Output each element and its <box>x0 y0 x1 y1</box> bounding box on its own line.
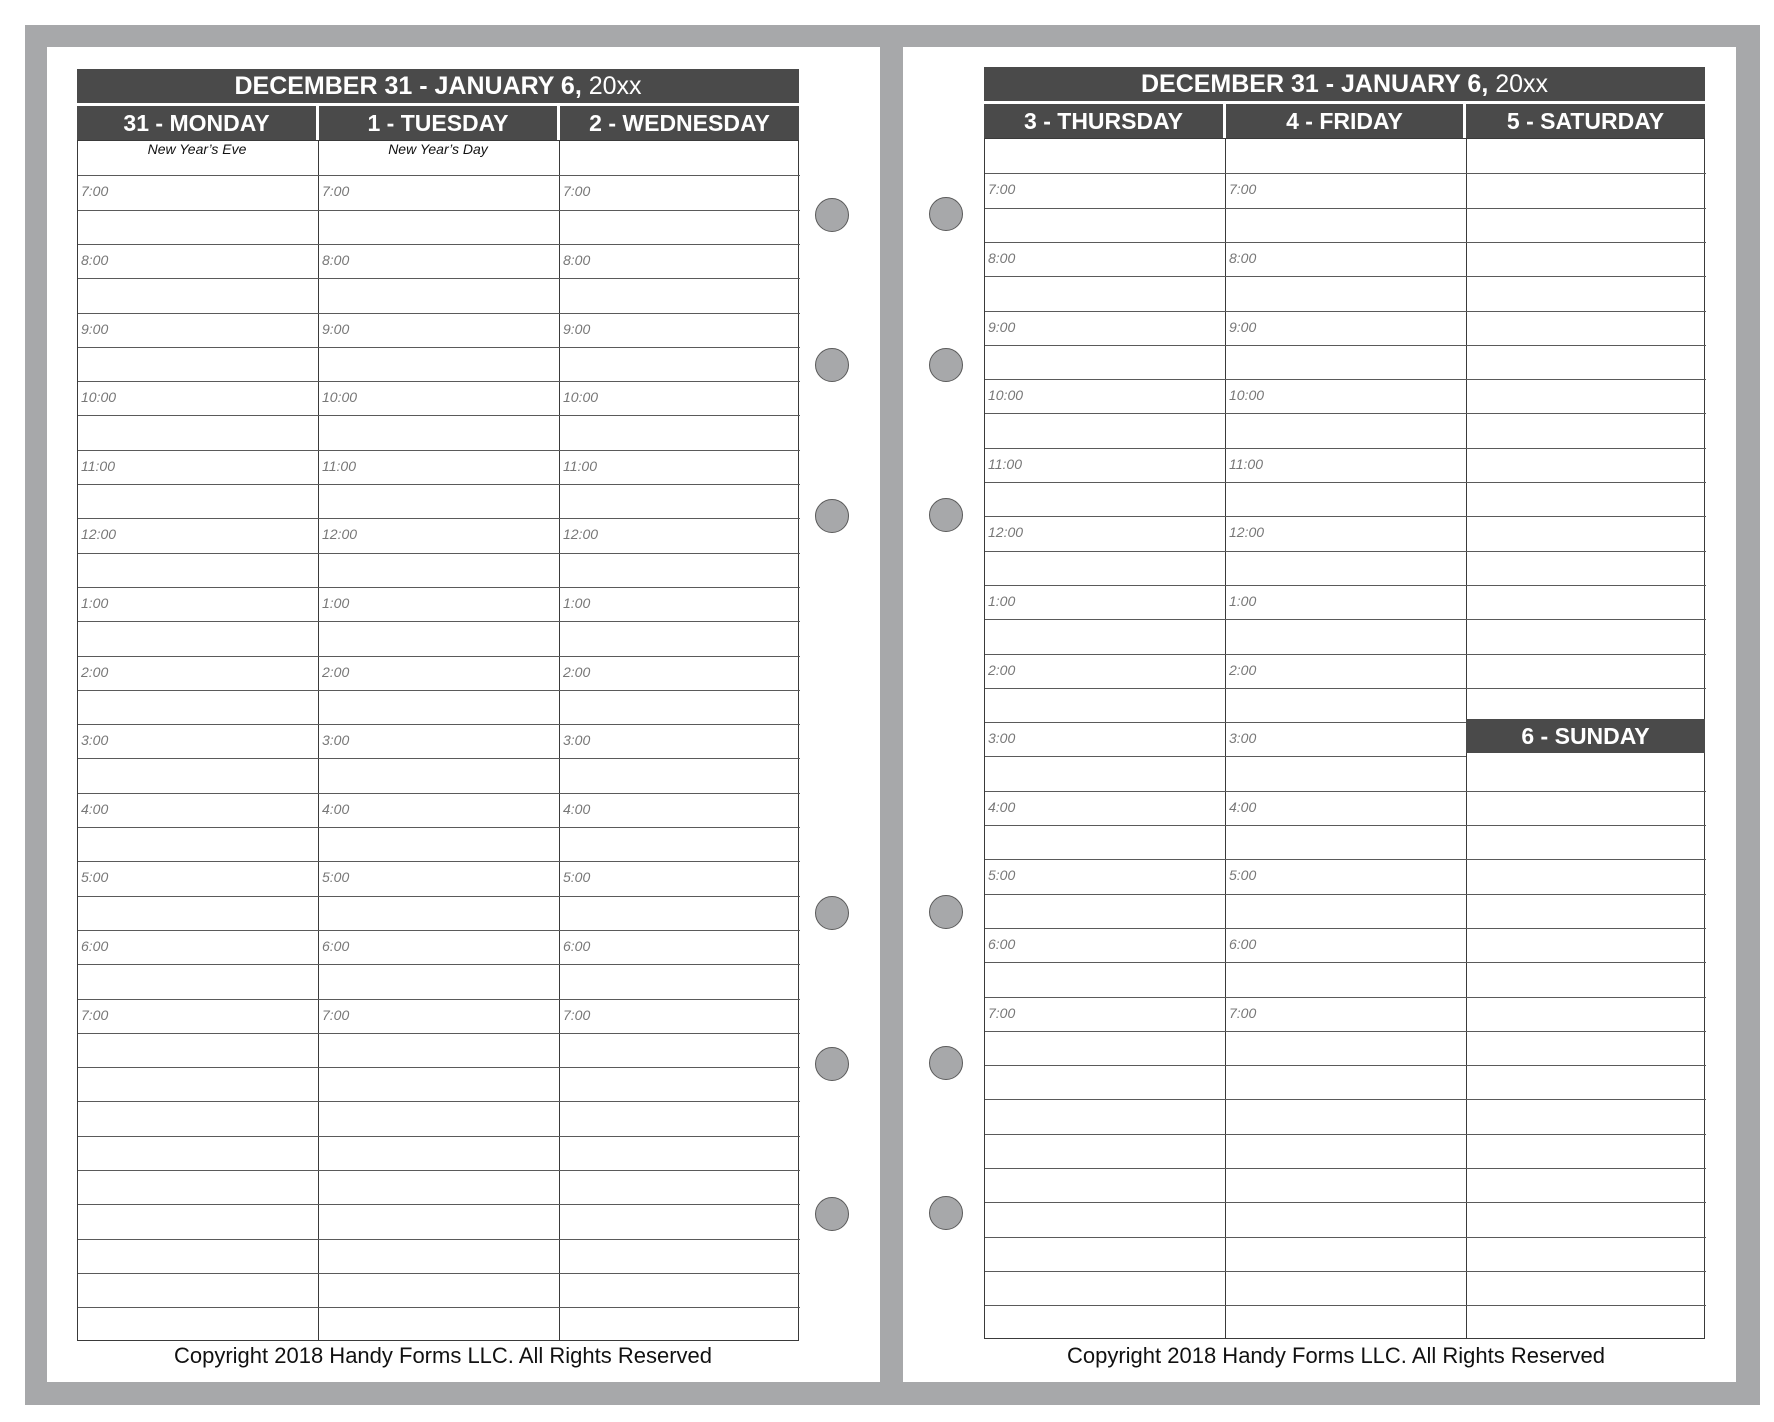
row-line <box>985 345 1466 346</box>
row-line <box>1466 791 1706 792</box>
row-line <box>78 1239 800 1240</box>
time-label: 6:00 <box>81 937 109 954</box>
week-title-year: 20xx <box>588 72 642 100</box>
row-line <box>78 1136 800 1137</box>
binder-hole <box>815 499 849 533</box>
time-label: 8:00 <box>988 249 1016 266</box>
row-line <box>985 311 1466 312</box>
row-line <box>78 1307 800 1308</box>
row-line <box>1466 997 1706 998</box>
row-line <box>985 928 1466 929</box>
row-line <box>1466 654 1706 655</box>
time-label: 4:00 <box>1229 798 1257 815</box>
row-line <box>985 242 1466 243</box>
time-label: 5:00 <box>563 869 591 886</box>
row-line <box>1466 482 1706 483</box>
time-label: 4:00 <box>988 798 1016 815</box>
time-label: 12:00 <box>322 526 358 543</box>
row-line <box>1466 928 1706 929</box>
row-line <box>1466 1065 1706 1066</box>
row-line <box>78 381 800 382</box>
row-line <box>1466 1168 1706 1169</box>
row-line <box>78 758 800 759</box>
time-label: 11:00 <box>563 457 597 474</box>
row-line <box>985 688 1466 689</box>
row-line <box>78 244 800 245</box>
schedule-grid <box>77 140 799 1341</box>
time-label: 11:00 <box>1229 455 1263 472</box>
time-label: 12:00 <box>988 524 1024 541</box>
time-label: 2:00 <box>563 663 591 680</box>
row-line <box>78 347 800 348</box>
row-line <box>985 1168 1466 1169</box>
time-label: 4:00 <box>322 800 350 817</box>
time-label: 10:00 <box>563 389 599 406</box>
binder-hole <box>815 1047 849 1081</box>
column-divider <box>1225 139 1226 1338</box>
time-label: 7:00 <box>81 183 109 200</box>
time-label: 12:00 <box>563 526 599 543</box>
row-line <box>985 379 1466 380</box>
row-line <box>985 1099 1466 1100</box>
time-label: 6:00 <box>563 937 591 954</box>
row-line <box>78 175 800 176</box>
copyright-text: Copyright 2018 Handy Forms LLC. All Rights Reserved <box>1066 1343 1606 1368</box>
time-label: 5:00 <box>81 869 109 886</box>
time-label: 7:00 <box>563 183 591 200</box>
row-line <box>1466 413 1706 414</box>
row-line <box>1466 345 1706 346</box>
row-line <box>1466 962 1706 963</box>
row-line <box>985 173 1466 174</box>
row-line <box>1466 1031 1706 1032</box>
time-label: 12:00 <box>1229 524 1265 541</box>
time-label: 11:00 <box>988 455 1022 472</box>
week-title-text: DECEMBER 31 - JANUARY 6, <box>234 72 589 100</box>
row-line <box>1466 448 1706 449</box>
time-label: 7:00 <box>988 1004 1016 1021</box>
time-label: 9:00 <box>563 320 591 337</box>
time-label: 1:00 <box>563 594 591 611</box>
row-line <box>78 553 800 554</box>
binder-hole <box>929 1046 963 1080</box>
binder-hole <box>815 896 849 930</box>
row-line <box>985 516 1466 517</box>
binder-hole <box>815 198 849 232</box>
row-line <box>1466 825 1706 826</box>
row-line <box>1466 208 1706 209</box>
row-line <box>1466 551 1706 552</box>
time-label: 3:00 <box>81 732 109 749</box>
time-label: 10:00 <box>322 389 358 406</box>
time-label: 2:00 <box>988 661 1016 678</box>
time-label: 9:00 <box>1229 318 1257 335</box>
row-line <box>1466 311 1706 312</box>
time-label: 4:00 <box>563 800 591 817</box>
row-line <box>985 413 1466 414</box>
week-title <box>77 69 799 103</box>
row-line <box>985 997 1466 998</box>
row-line <box>1466 1237 1706 1238</box>
binder-hole <box>929 197 963 231</box>
row-line <box>985 585 1466 586</box>
row-line <box>1466 516 1706 517</box>
row-line <box>78 656 800 657</box>
time-label: 11:00 <box>322 457 356 474</box>
time-label: 7:00 <box>563 1006 591 1023</box>
row-line <box>985 1271 1466 1272</box>
binder-hole <box>929 348 963 382</box>
row-line <box>1466 1134 1706 1135</box>
row-line <box>1466 276 1706 277</box>
time-label: 3:00 <box>1229 730 1257 747</box>
row-line <box>985 825 1466 826</box>
row-line <box>985 756 1466 757</box>
time-label: 1:00 <box>1229 592 1257 609</box>
row-line <box>985 962 1466 963</box>
day-header-saturday: 5 - SATURDAY <box>1466 104 1705 138</box>
row-line <box>985 859 1466 860</box>
row-line <box>985 619 1466 620</box>
time-label: 7:00 <box>322 1006 350 1023</box>
right-planner <box>984 67 1705 1368</box>
time-label: 10:00 <box>988 387 1024 404</box>
row-line <box>78 518 800 519</box>
day-header-friday: 4 - FRIDAY <box>1226 104 1463 138</box>
day-header-monday: 31 - MONDAY <box>77 106 316 140</box>
row-line <box>985 448 1466 449</box>
time-label: 6:00 <box>1229 935 1257 952</box>
row-line <box>1466 859 1706 860</box>
time-label: 1:00 <box>81 594 109 611</box>
time-label: 6:00 <box>988 935 1016 952</box>
row-line <box>985 894 1466 895</box>
time-label: 3:00 <box>322 732 350 749</box>
time-label: 8:00 <box>1229 249 1257 266</box>
row-line <box>1466 619 1706 620</box>
time-label: 7:00 <box>322 183 350 200</box>
row-line <box>78 1273 800 1274</box>
column-divider <box>318 141 319 1340</box>
row-line <box>78 1033 800 1034</box>
time-label: 3:00 <box>563 732 591 749</box>
time-label: 8:00 <box>322 251 350 268</box>
holiday-label-tuesday: New Year’s Day <box>388 141 488 157</box>
row-line <box>78 450 800 451</box>
row-line <box>985 208 1466 209</box>
week-title-text: DECEMBER 31 - JANUARY 6, <box>1140 70 1496 98</box>
time-label: 2:00 <box>81 663 109 680</box>
left-planner <box>77 69 799 1368</box>
time-label: 7:00 <box>81 1006 109 1023</box>
row-line <box>78 964 800 965</box>
binder-hole <box>929 498 963 532</box>
copyright-text: Copyright 2018 Handy Forms LLC. All Rights Reserved <box>173 1343 713 1368</box>
day-header-sunday: 6 - SUNDAY <box>1466 719 1705 753</box>
row-line <box>985 482 1466 483</box>
row-line <box>1466 173 1706 174</box>
time-label: 10:00 <box>81 389 117 406</box>
row-line <box>985 1031 1466 1032</box>
holiday-label-monday: New Year’s Eve <box>147 141 247 157</box>
row-line <box>78 1101 800 1102</box>
row-line <box>78 793 800 794</box>
row-line <box>985 654 1466 655</box>
row-line <box>78 278 800 279</box>
time-label: 7:00 <box>988 181 1016 198</box>
time-label: 8:00 <box>81 251 109 268</box>
row-line <box>78 484 800 485</box>
time-label: 5:00 <box>1229 867 1257 884</box>
time-label: 8:00 <box>563 251 591 268</box>
day-header-tuesday: 1 - TUESDAY <box>319 106 557 140</box>
row-line <box>985 276 1466 277</box>
time-label: 9:00 <box>81 320 109 337</box>
row-line <box>985 1202 1466 1203</box>
row-line <box>78 210 800 211</box>
time-label: 7:00 <box>1229 181 1257 198</box>
time-label: 2:00 <box>322 663 350 680</box>
time-label: 1:00 <box>988 592 1016 609</box>
row-line <box>78 827 800 828</box>
row-line <box>78 1067 800 1068</box>
row-line <box>78 621 800 622</box>
row-line <box>78 999 800 1000</box>
time-label: 9:00 <box>322 320 350 337</box>
row-line <box>78 930 800 931</box>
row-line <box>78 313 800 314</box>
time-label: 3:00 <box>988 730 1016 747</box>
time-label: 5:00 <box>322 869 350 886</box>
binder-hole <box>815 1197 849 1231</box>
column-divider <box>559 141 560 1340</box>
time-label: 9:00 <box>988 318 1016 335</box>
row-line <box>985 791 1466 792</box>
row-line <box>1466 585 1706 586</box>
week-title-year: 20xx <box>1495 70 1549 98</box>
row-line <box>78 896 800 897</box>
row-line <box>1466 1202 1706 1203</box>
time-label: 11:00 <box>81 457 115 474</box>
time-label: 10:00 <box>1229 387 1265 404</box>
time-label: 7:00 <box>1229 1004 1257 1021</box>
row-line <box>985 1237 1466 1238</box>
row-line <box>78 1170 800 1171</box>
row-line <box>78 415 800 416</box>
row-line <box>1466 379 1706 380</box>
row-line <box>78 724 800 725</box>
time-label: 1:00 <box>322 594 350 611</box>
row-line <box>78 587 800 588</box>
row-line <box>985 1134 1466 1135</box>
row-line <box>1466 894 1706 895</box>
row-line <box>1466 242 1706 243</box>
binder-hole <box>815 348 849 382</box>
row-line <box>985 1065 1466 1066</box>
row-line <box>78 690 800 691</box>
day-header-thursday: 3 - THURSDAY <box>984 104 1223 138</box>
row-line <box>1466 1305 1706 1306</box>
row-line <box>78 861 800 862</box>
time-label: 2:00 <box>1229 661 1257 678</box>
time-label: 12:00 <box>81 526 117 543</box>
row-line <box>1466 688 1706 689</box>
row-line <box>985 551 1466 552</box>
time-label: 6:00 <box>322 937 350 954</box>
row-line <box>985 1305 1466 1306</box>
row-line <box>1466 1271 1706 1272</box>
day-header-wednesday: 2 - WEDNESDAY <box>560 106 799 140</box>
time-label: 5:00 <box>988 867 1016 884</box>
row-line <box>985 722 1466 723</box>
binder-hole <box>929 895 963 929</box>
row-line <box>78 1204 800 1205</box>
week-title <box>984 67 1705 101</box>
binder-hole <box>929 1196 963 1230</box>
row-line <box>1466 1099 1706 1100</box>
time-label: 4:00 <box>81 800 109 817</box>
